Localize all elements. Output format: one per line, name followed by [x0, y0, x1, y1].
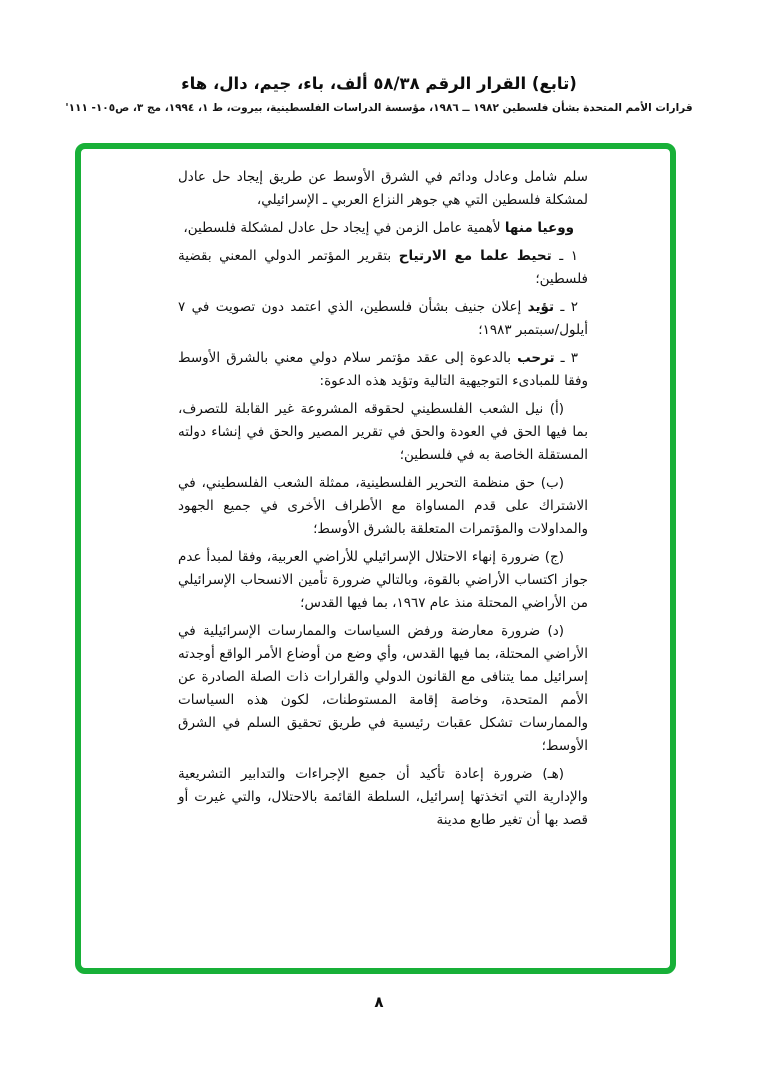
text-run: بالدعوة إلى عقد مؤتمر سلام دولي معني بالشرق الأوسط وفقا للمبادىء التوجيهية التالية وتؤيد هذه الدعوة:	[178, 350, 588, 389]
paragraph-lettered-6	[178, 472, 588, 541]
paragraph-continuation-0	[178, 166, 588, 212]
text-run: (ب) حق منظمة التحرير الفلسطينية، ممثلة الشعب الفلسطيني، في الاشتراك على قدم المساواة مع الأطراف الأخرى في جميع الجهود والمداولات والمؤتمرات المتعلقة بالشرق الأوسط؛	[178, 475, 588, 537]
paragraph-lettered-9	[178, 763, 588, 832]
text-run: إعلان جنيف بشأن فلسطين، الذي اعتمد دون تصويت في ٧ أيلول/سبتمبر ١٩٨٣؛	[178, 299, 588, 338]
paragraph-lettered-5	[178, 398, 588, 467]
paragraph-lettered-7	[178, 546, 588, 615]
text-run: (هـ) ضرورة إعادة تأكيد أن جميع الإجراءات والتدابير التشريعية والإدارية التي اتخذتها إسرائيل، السلطة القائمة بالاحتلال، والتي غيرت أو قصد بها أن تغير طابع مدينة	[178, 766, 588, 828]
page-header	[0, 74, 758, 114]
paragraph-numbered-2	[178, 245, 588, 291]
source-citation-line: قرارات الأمم المتحدة بشأن فلسطين ١٩٨٢ ــ ١٩٨٦، مؤسسة الدراسات الفلسطينية، بيروت، ط ١، ١٩٩٤، مج ٣، ص١٠٥- ١١١'	[65, 102, 693, 114]
text-run: تحيط علما مع الارتياح	[398, 248, 552, 264]
text-run: ٢ ـ	[554, 299, 578, 315]
paragraph-numbered-4	[178, 347, 588, 393]
paragraph-opening-1	[178, 217, 588, 240]
document-paragraphs	[178, 166, 588, 837]
resolution-title: (تابع) القرار الرقم ٥٨/٣٨ ألف، باء، جيم، دال، هاء	[181, 74, 577, 93]
text-run: (ج) ضرورة إنهاء الاحتلال الإسرائيلي للأراضي العربية، وفقا لمبدأ عدم جواز اكتساب الأراضي بالقوة، وبالتالي ضرورة تأمين الانسحاب الإسرائيلي من الأراضي المحتلة منذ عام ١٩٦٧، بما فيها القدس؛	[178, 549, 588, 611]
text-run: تؤيد	[527, 299, 555, 315]
text-run: ٣ ـ	[554, 350, 578, 366]
text-run: بتقرير المؤتمر الدولي المعني بقضية فلسطين؛	[178, 248, 588, 287]
text-run: (د) ضرورة معارضة ورفض السياسات والممارسات الإسرائيلية في الأراضي المحتلة، بما فيها القدس، وأي وضع من أوضاع الأمر الواقع أوجدته إسرائيل مما يتنافى مع القانون الدولي والقرارات ذات الصلة الصادرة عن الأمم المتحدة، وخاصة إقامة المستوطنات، لكون هذه السياسات والممارسات تشكل عقبات رئيسية في طريق تحقيق السلم في الشرق الأوسط؛	[178, 623, 588, 754]
paragraph-lettered-8	[178, 620, 588, 758]
text-run: سلم شامل وعادل ودائم في الشرق الأوسط عن طريق إيجاد حل عادل لمشكلة فلسطين التي هي جوهر النزاع العربي ـ الإسرائيلي،	[178, 169, 588, 208]
page-number: ٨	[374, 993, 384, 1011]
text-run: ١ ـ	[551, 248, 578, 264]
paragraph-numbered-3	[178, 296, 588, 342]
text-run: ووعيا منها	[504, 220, 574, 236]
text-run: (أ) نيل الشعب الفلسطيني لحقوقه المشروعة غير القابلة للتصرف، بما فيها الحق في العودة والحق في تقرير المصير والحق في إنشاء دولته المستقلة الخاصة به في فلسطين؛	[178, 401, 588, 463]
text-run: ترحب	[517, 350, 555, 366]
text-run: لأهمية عامل الزمن في إيجاد حل عادل لمشكلة فلسطين،	[183, 220, 505, 236]
